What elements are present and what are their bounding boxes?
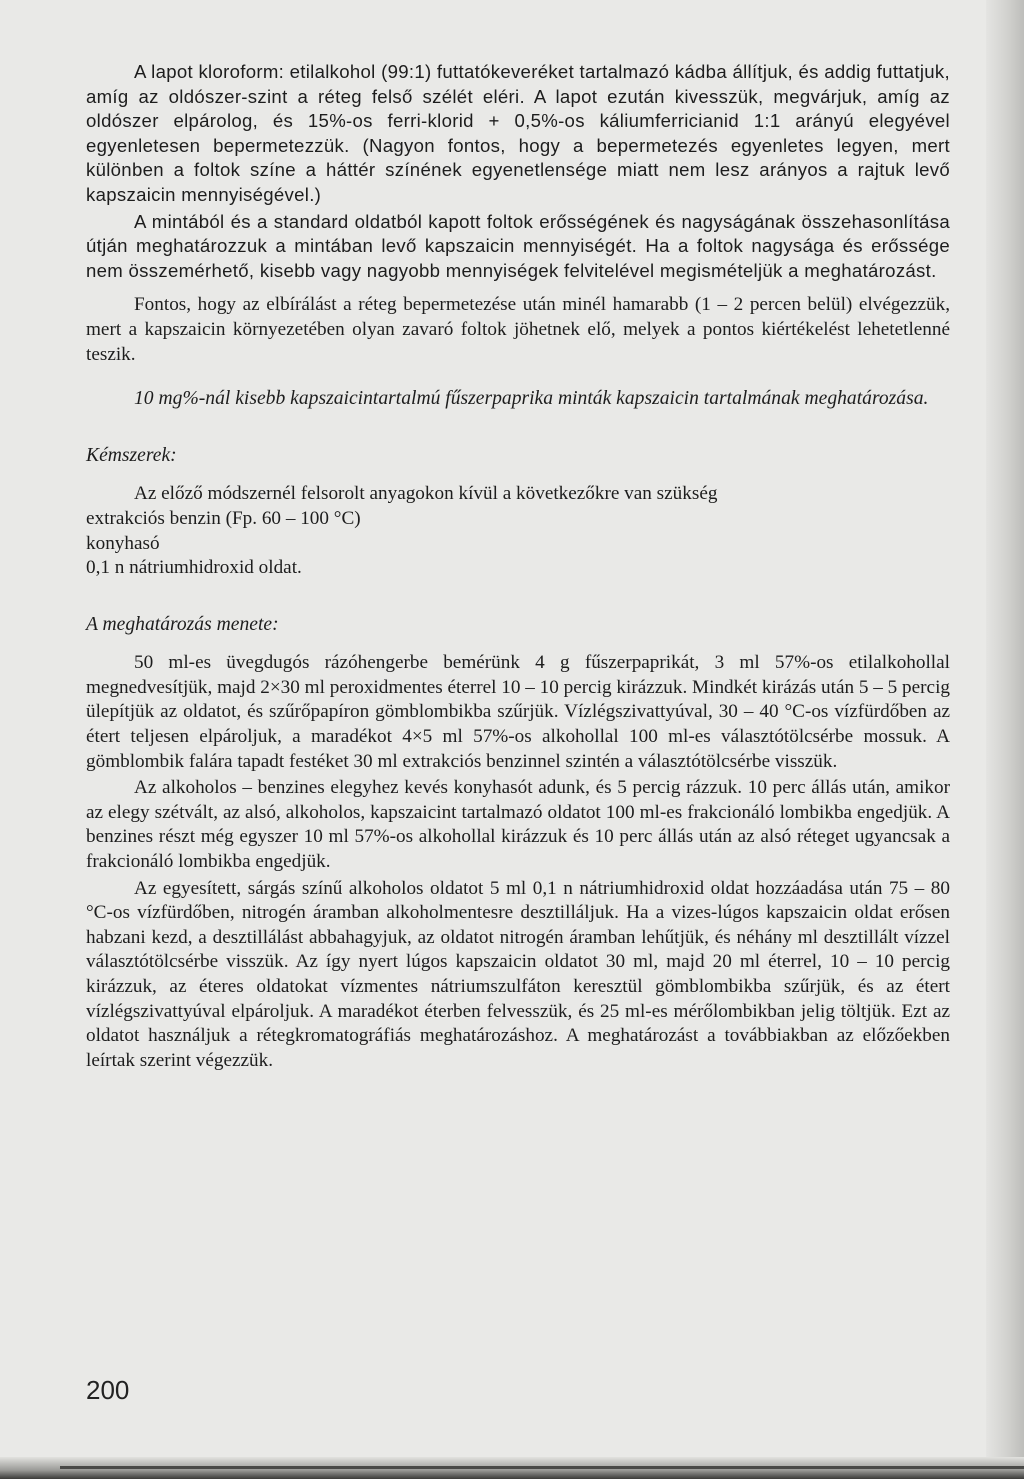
reagents-heading: Kémszerek:: [86, 444, 177, 466]
page-bottom-rule: [60, 1466, 1024, 1469]
reagent-item: extrakciós benzin (Fp. 60 – 100 °C): [86, 507, 361, 529]
page-content: [86, 60, 950, 1073]
page-right-edge-shadow: [986, 0, 1024, 1479]
procedure-heading: A meghatározás menete:: [86, 613, 279, 635]
reagent-item: konyhasó: [86, 532, 160, 554]
section-title: 10 mg%-nál kisebb kapszaicintartalmú fűszerpaprika minták kapszaicin tartalmának meghatározása.: [134, 388, 929, 410]
reagent-item: 0,1 n nátriumhidroxid oldat.: [86, 557, 302, 579]
paragraph-2: A mintából és a standard oldatból kapott foltok erősségének és nagyságának összehasonlítása útján meghatározzuk a mintában levő kapszaicin mennyiségét. Ha a foltok nagysága és erőssége nem összemérhető, kisebb vagy nagyobb mennyiségek felvitelével megismételjük a meghatározást.: [86, 210, 950, 281]
paragraph-6: Az egyesített, sárgás színű alkoholos oldatot 5 ml 0,1 n nátriumhidroxid oldat hozzáadása után 75 – 80 °C-os vízfürdőben, nitrogén áramban alkoholmentesre desztilláljuk. Ha a vizes-lúgos kapszaicin oldat erősen habzani kezd, a desztillálást abbahagyjuk, az oldatot nitrogén áramban lehűtjük, és néhány ml desztillált vízzel választótölcsérbe visszük. Az így nyert lúgos kapszaicin oldatot 30 ml, majd 20 ml éterrel, 10 – 10 percig kirázzuk, az éteres oldatokat vízmentes nátriumszulfáton keresztül gömblombikba szűrjük, és az étert vízlégszivattyúval elpároljuk. A maradékot éterben felvesszük, és 25 ml-es mérőlombikban jelig töltjük. Ezt az oldatot használjuk a rétegkromatográfiás meghatározáshoz. A meghatározást a továbbiakban az előzőekben leírtak szerint végezzük.: [86, 877, 950, 1071]
page-number: 200: [86, 1375, 130, 1405]
paragraph-5: Az alkoholos – benzines elegyhez kevés konyhasót adunk, és 5 percig rázzuk. 10 perc állás után, amikor az elegy szétvált, az alsó, alkoholos, kapszaicint tartalmazó oldatot 100 ml-es frakcionáló lombikba engedjük. A benzines részt még egyszer 10 ml 57%-os alkohollal kirázzuk és 10 perc állás után az alsó réteget ugyancsak a frakcionáló lombikba engedjük.: [86, 777, 950, 873]
paragraph-4: 50 ml-es üvegdugós rázóhengerbe bemérünk 4 g fűszerpaprikát, 3 ml 57%-os etilalkohollal megnedvesítjük, majd 2×30 ml peroxidmentes éterrel 10 – 10 percig kirázzuk. Mindkét kirázás után 5 – 5 percig ülepítjük az oldatot, és szűrőpapíron gömblombikba szűrjük. Vízlégszivattyúval, 30 – 40 °C-os vízfürdőben az étert teljesen elpároljuk, a maradékot 4×5 ml 57%-os alkohollal 100 ml-es választótölcsérbe mossuk. A gömblombik falára tapadt festéket 30 ml extrakciós benzinnel szintén a választótölcsérbe visszük.: [86, 652, 950, 772]
paragraph-3: Fontos, hogy az elbírálást a réteg bepermetezése után minél hamarabb (1 – 2 percen belül) elvégezzük, mert a kapszaicin környezetében olyan zavaró foltok jöhetnek elő, melyek a pontos kiértékelést lehetetlenné teszik.: [86, 294, 950, 365]
paragraph-1: A lapot kloroform: etilalkohol (99:1) futtatókeveréket tartalmazó kádba állítjuk, és addig futtatjuk, amíg az oldószer-szint a réteg felső szélét eléri. A lapot ezután kivesszük, megvárjuk, amíg az oldószer elpárolog, és 15%-os ferri-klorid + 0,5%-os káliumferricianid 1:1 arányú elegyével egyenletesen bepermetezzük. (Nagyon fontos, hogy a bepermetezés egyenletes legyen, mert különben a foltok színe a háttér színének egyenetlensége miatt nem lesz arányos a rajtuk levő kapszaicin mennyiségével.): [86, 61, 950, 205]
reagents-intro: Az előző módszernél felsorolt anyagokon kívül a következőkre van szükség: [134, 483, 718, 505]
